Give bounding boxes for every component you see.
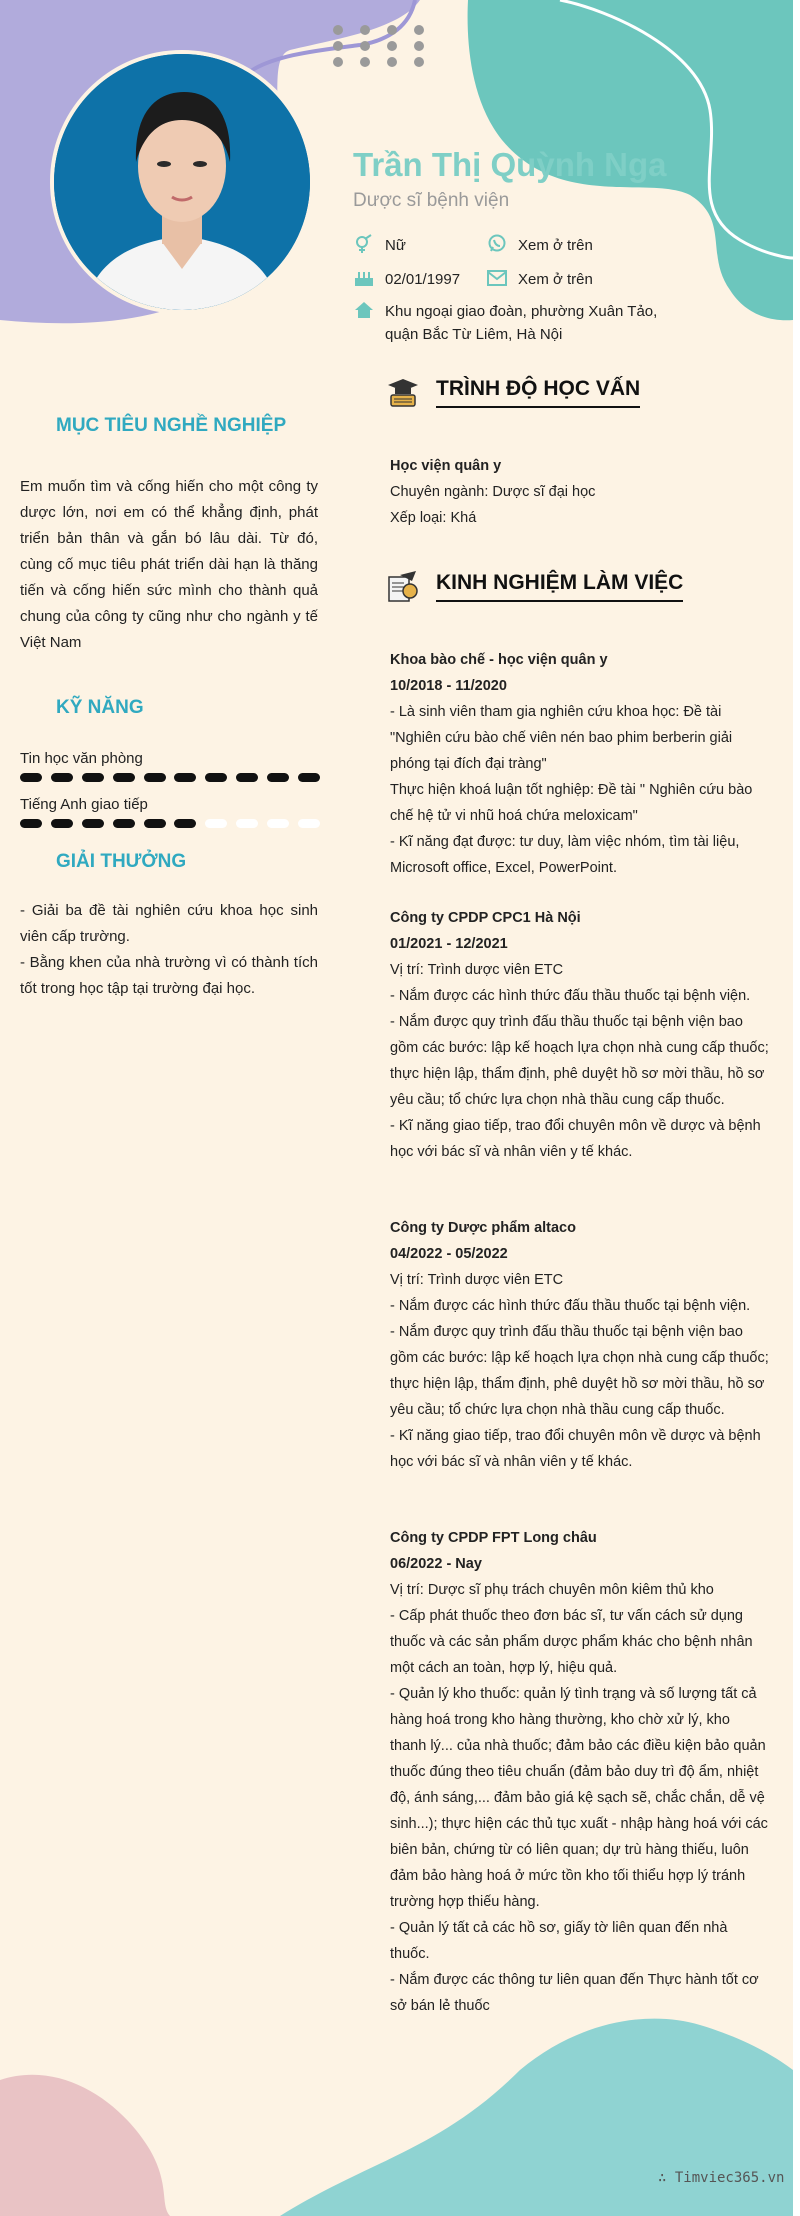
job-detail: Vị trí: Trình dược viên ETC: [390, 1272, 564, 1288]
job-detail: - Quản lý kho thuốc: quản lý tình trạng và số lượng tất cả hàng hoá trong kho hàng thường, kho chờ xử lý, kho thanh lý... của nhà thuốc; đảm bảo các điều kiện bảo quản thuốc đúng theo tiêu chuẩn (đảm bảo duy trì độ ẩm, nhiệt độ, ánh sáng,... đảm bảo giá kệ sạch sẽ, chắc chắn, dễ vệ sinh...); thực hiện các thủ tục xuất - nhập hàng hoá với các biên bản, chứng từ có liên quan; dự trù hàng thiếu, luôn đảm bảo hàng hoá ở mức tồn kho tối thiểu hợp lý tránh trường hợp thiếu hàng.: [390, 1686, 768, 1910]
job-detail: - Nắm được các hình thức đấu thầu thuốc tại bệnh viện.: [390, 1298, 751, 1314]
work-experience-icon: [386, 569, 420, 603]
contact-gender: [353, 234, 406, 257]
awards-heading: GIẢI THƯỞNG: [56, 851, 187, 872]
objective-heading: MỤC TIÊU NGHỀ NGHIỆP: [56, 415, 287, 436]
job-period: 10/2018 - 11/2020: [390, 678, 507, 694]
education-entry: [390, 453, 770, 531]
skill-level-bar: [20, 773, 320, 782]
objective-text: Em muốn tìm và cống hiến cho một công ty dược lớn, nơi em có thể khẳng định, phát triển bản thân và gắn bó lâu dài. Từ đó, cùng cố mục tiêu phát triển dài hạn là thăng tiến và cống hiến sức mình cho thành quả chung của công ty cũng như cho ngành y tế Việt Nam: [20, 478, 318, 651]
school-name: Học viện quân y: [390, 458, 502, 474]
job-title: Dược sĩ bệnh viện: [353, 190, 510, 211]
watermark: ∴ Timviec365.vn: [658, 2170, 785, 2186]
job-detail: - Là sinh viên tham gia nghiên cứu khoa học: Đề tài "Nghiên cứu bào chế viên nén bao phim berberin giải phóng tại đích đại tràng": [390, 704, 733, 772]
education-heading: TRÌNH ĐỘ HỌC VẤN: [436, 377, 640, 408]
birthday-value: 02/01/1997: [385, 271, 461, 288]
portrait-image: [54, 54, 310, 310]
experience-entry: [390, 905, 770, 1165]
job-detail: - Nắm được các thông tư liên quan đến Thực hành tốt cơ sở bán lẻ thuốc: [390, 1972, 759, 2014]
job-detail: - Kĩ năng giao tiếp, trao đổi chuyên môn về dược và bệnh học với bác sĩ và nhân viên y tế khác.: [390, 1118, 761, 1160]
gender-icon: [353, 234, 375, 254]
graduation-cap-icon: [386, 375, 420, 409]
job-detail: - Nắm được các hình thức đấu thầu thuốc tại bệnh viện.: [390, 988, 751, 1004]
experience-header: [386, 569, 683, 603]
gender-value: Nữ: [385, 237, 406, 254]
contact-email: [486, 268, 593, 291]
experience-heading: KINH NGHIỆM LÀM VIỆC: [436, 571, 683, 602]
award-item: - Giải ba đề tài nghiên cứu khoa học sinh viên cấp trường.: [20, 902, 318, 945]
education-grade: Xếp loại: Khá: [390, 510, 477, 526]
skills-heading: KỸ NĂNG: [56, 697, 144, 718]
job-period: 01/2021 - 12/2021: [390, 936, 508, 952]
job-detail: - Quản lý tất cả các hồ sơ, giấy tờ liên quan đến nhà thuốc.: [390, 1920, 728, 1962]
job-detail: Vị trí: Dược sĩ phụ trách chuyên môn kiêm thủ kho: [390, 1582, 714, 1598]
education-major: Chuyên ngành: Dược sĩ đại học: [390, 484, 596, 500]
job-detail: Thực hiện khoá luận tốt nghiệp: Đề tài " Nghiên cứu bào chế hệ tử vi nhũ hoá chứa meloxicam": [390, 782, 753, 824]
experience-entry: [390, 647, 770, 881]
award-item: - Bằng khen của nhà trường vì có thành tích tốt trong học tập tại trường đại học.: [20, 954, 318, 997]
company-name: Công ty Dược phẩm altaco: [390, 1220, 576, 1236]
education-header: [386, 375, 640, 409]
job-period: 06/2022 - Nay: [390, 1556, 482, 1572]
phone-chat-icon: [486, 234, 508, 254]
skill-level-bar: [20, 819, 320, 828]
contact-phone: [486, 234, 593, 257]
envelope-icon: [486, 268, 508, 288]
job-detail: - Kĩ năng giao tiếp, trao đổi chuyên môn về dược và bệnh học với bác sĩ và nhân viên y tế khác.: [390, 1428, 761, 1470]
experience-entry: [390, 1525, 770, 2019]
email-value: Xem ở trên: [518, 271, 593, 288]
job-detail: Vị trí: Trình dược viên ETC: [390, 962, 564, 978]
candidate-name: Trần Thị Quỳnh Nga: [353, 146, 667, 183]
phone-value: Xem ở trên: [518, 237, 593, 254]
address-value: Khu ngoại giao đoàn, phường Xuân Tảo, quận Bắc Từ Liêm, Hà Nội: [385, 303, 658, 343]
job-detail: - Kĩ năng đạt được: tư duy, làm việc nhóm, tìm tài liệu, Microsoft office, Excel, PowerPoint.: [390, 834, 740, 876]
job-period: 04/2022 - 05/2022: [390, 1246, 508, 1262]
company-name: Công ty CPDP CPC1 Hà Nội: [390, 910, 581, 926]
skill-name: Tin học văn phòng: [20, 750, 143, 767]
awards-list: [20, 898, 318, 1002]
company-name: Công ty CPDP FPT Long châu: [390, 1530, 597, 1546]
contact-birthday: [353, 268, 460, 291]
job-detail: - Cấp phát thuốc theo đơn bác sĩ, tư vấn cách sử dụng thuốc và các sản phẩm dược phẩm khác cho bệnh nhân một cách an toàn, hợp lý, hiệu quả.: [390, 1608, 753, 1676]
job-detail: - Nắm được quy trình đấu thầu thuốc tại bệnh viện bao gồm các bước: lập kế hoạch lựa chọn nhà cung cấp thuốc; thực hiện lập, thẩm định, phê duyệt hồ sơ mời thầu, hồ sơ yêu cầu; tổ chức lựa chọn nhà thầu cung cấp thuốc.: [390, 1014, 769, 1108]
company-name: Khoa bào chế - học viện quân y: [390, 652, 608, 668]
birthday-cake-icon: [353, 268, 375, 288]
home-icon: [353, 300, 375, 320]
experience-entry: [390, 1215, 770, 1475]
contact-address: [353, 300, 693, 346]
job-detail: - Nắm được quy trình đấu thầu thuốc tại bệnh viện bao gồm các bước: lập kế hoạch lựa chọn nhà cung cấp thuốc; thực hiện lập, thẩm định, phê duyệt hồ sơ mời thầu, hồ sơ yêu cầu; tổ chức lựa chọn nhà thầu cung cấp thuốc.: [390, 1324, 769, 1418]
skill-name: Tiếng Anh giao tiếp: [20, 796, 148, 813]
avatar: [50, 50, 314, 314]
